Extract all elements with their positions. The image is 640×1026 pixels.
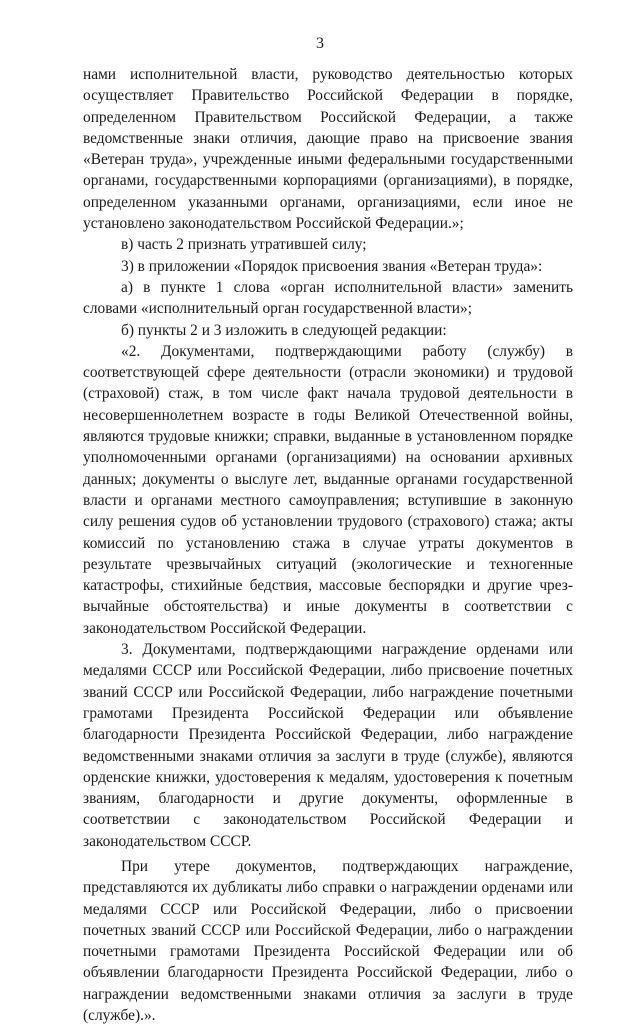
paragraph-lost-documents: При утере документов, подтверждающих награждение, представляются их дубликаты либо справки о награждении орденами или медалями СССР или Российской Федерации, либо о присвоении почетных званий СССР или Российской Федерации, либо о награждении почетными грамотами Президента Российской Федерации или об объявлении благодарности Президента Российской Федерации, либо о награждении ведомственными знаками отличия за заслуги в труде (службе).». [83, 857, 573, 1025]
paragraph-item-3: 3) в приложении «Порядок присвоения звания «Ветеран труда»: [121, 257, 543, 275]
paragraph-item-v: в) часть 2 признать утратившей силу; [121, 236, 367, 254]
paragraph-item-b: б) пункты 2 и 3 изложить в следующей редакции: [121, 321, 447, 339]
page-number: 3 [316, 35, 324, 52]
paragraph-continuation: нами исполнительной власти, руководство деятельностью которых осуществляет Правительство Российской Федерации в порядке, определенном Правительством Российской Федерации, а также ведомственные знаки отличия, дающие право на присвоение звания «Ветеран труда», учрежденные иными федеральными государственными органами, государственными корпорациями (организациями), в порядке, определенном указанными органами, организациями, если иное не установлено законодательством Российской Федерации.»; [83, 66, 573, 233]
paragraph-point-3: 3. Документами, подтверждающими награждение орденами или медалями СССР или Российской Федерации, либо присвоение почетных званий СССР или Российской Федерации, либо награждение почетными грамотами Президента Российской Федерации или объявление благодарности Президента Российской Федерации, либо награждение ведомственными знаками отличия за заслуги в труде (службе), являются орденские книжки, удостоверения к медалям, удостоверения к почетным званиям, благодарности и другие документы, оформленные в соответствии с законодательством Российской Федерации и законодательством СССР. [83, 641, 573, 850]
paragraph-item-a: а) в пункте 1 слова «орган исполнительной власти» заменить словами «исполнительный орган государственной власти»; [83, 278, 573, 318]
paragraph-point-2: «2. Документами, подтверждающими работу (службу) в соответствующей сфере деятельности (отрасли экономики) и трудовой (страховой) стаж, в том числе факт начала трудовой деятельности в несовершеннолетнем возрасте в годы Великой Отечественной войны, являются трудовые книжки; справки, выданные в установленном порядке уполномоченными органами (организациями) на основании архивных данных; документы о выслуге лет, выданные органами государственной власти и органами местного самоуправления; вступившие в законную силу решения судов об установлении трудового (страхового) стажа; акты комиссий по установлению стажа в случае утраты документов в результате чрезвычайных ситуаций (экологические и техногенные катастрофы, стихийные бедствия, массовые беспорядки и другие чрезвычайные обстоятельства) и иные документы в соответствии с законодательством Российской Федерации. [83, 342, 573, 637]
document-body [83, 64, 573, 1026]
